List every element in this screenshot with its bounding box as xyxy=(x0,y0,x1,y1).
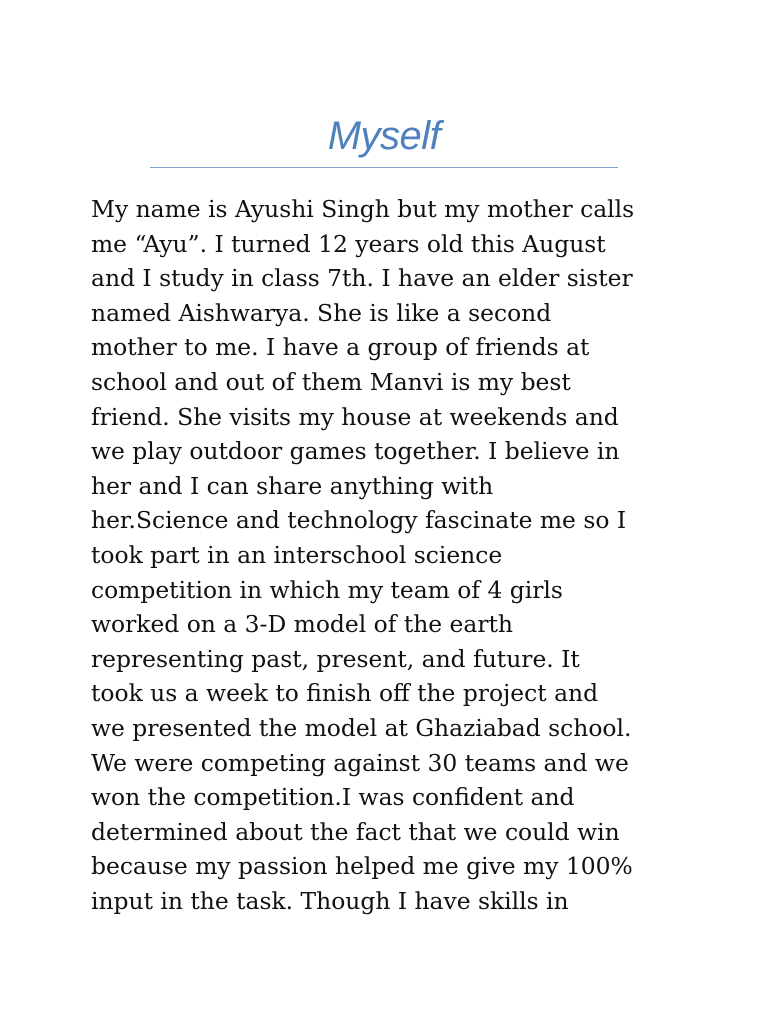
text-line: her.Science and technology fascinate me so I xyxy=(91,506,627,535)
text-line: representing past, present, and future. It xyxy=(91,644,580,673)
text-line: me “Ayu”. I turned 12 years old this August xyxy=(91,229,606,258)
title-underline xyxy=(150,167,618,168)
text-line: we play outdoor games together. I believe in xyxy=(91,437,620,466)
page-title: Myself xyxy=(327,114,441,158)
text-line: won the competition.I was confident and xyxy=(91,783,575,812)
text-line: and I study in class 7th. I have an elder sister xyxy=(91,264,633,293)
text-line: mother to me. I have a group of friends at xyxy=(91,333,590,362)
text-line: friend. She visits my house at weekends and xyxy=(91,402,619,431)
text-line: competition in which my team of 4 girls xyxy=(91,575,563,604)
text-line: named Aishwarya. She is like a second xyxy=(91,298,552,327)
text-line: because my passion helped me give my 100% xyxy=(91,852,633,881)
text-line: determined about the fact that we could win xyxy=(91,817,620,846)
text-line: her and I can share anything with xyxy=(91,471,494,500)
text-line: My name is Ayushi Singh but my mother calls xyxy=(91,195,635,223)
text-line: worked on a 3-D model of the earth xyxy=(91,610,513,639)
body-paragraph xyxy=(91,192,691,918)
text-line: we presented the model at Ghaziabad school. xyxy=(91,713,632,742)
text-line: school and out of them Manvi is my best xyxy=(91,367,571,396)
text-line: We were competing against 30 teams and we xyxy=(91,748,629,777)
text-line: took us a week to finish off the project and xyxy=(91,679,599,708)
text-line: input in the task. Though I have skills in xyxy=(91,886,569,915)
text-line: took part in an interschool science xyxy=(91,540,503,569)
